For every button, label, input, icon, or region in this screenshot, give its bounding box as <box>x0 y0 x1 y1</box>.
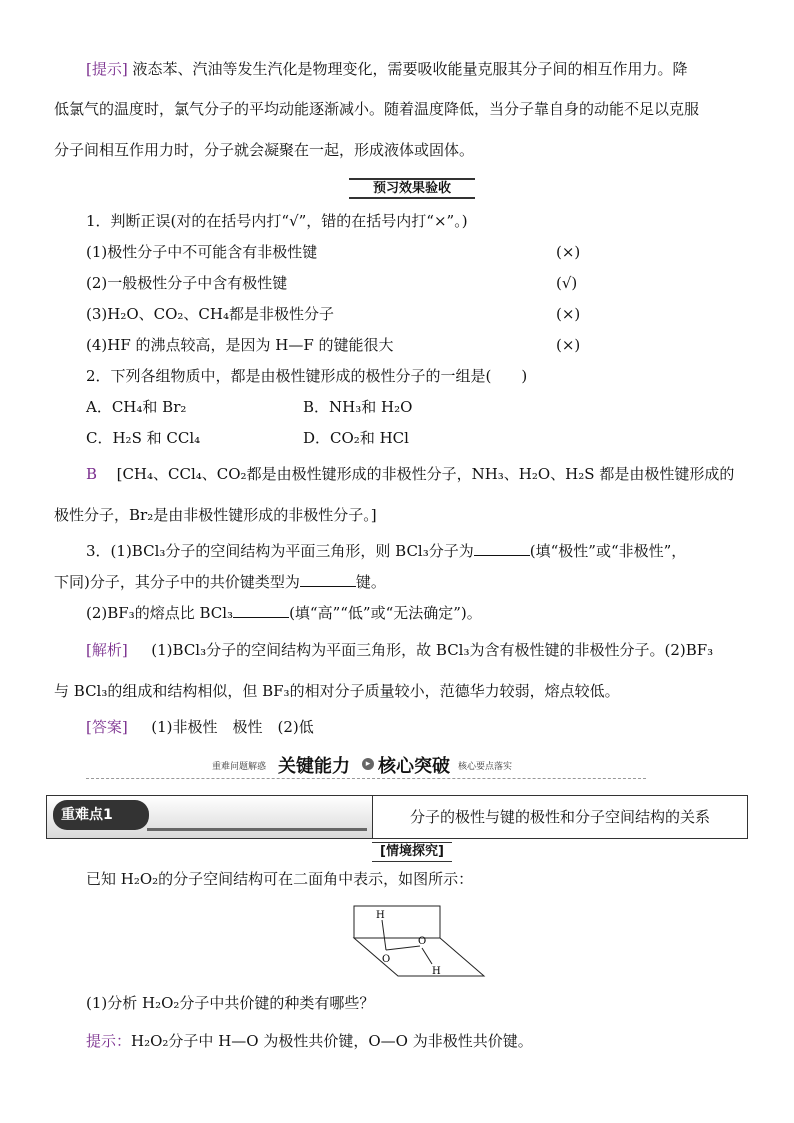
intro-line-3: 分子间相互作用力时，分子就会凝聚在一起，形成液体或固体。 <box>54 141 475 159</box>
key-point-title: 分子的极性与键的极性和分子空间结构的关系 <box>409 808 710 826</box>
q3-blank-3[interactable] <box>233 603 289 618</box>
section-banner <box>86 750 646 779</box>
analysis-tag: [解析] <box>86 641 128 659</box>
banner-title-b: 核心突破 <box>378 756 450 777</box>
q3-l1b: (填“极性”或“非极性”， <box>529 542 687 560</box>
hint-text: H₂O₂分子中 H—O 为极性共价键，O—O 为非极性共价键。 <box>131 1032 533 1050</box>
q3-analysis-text-1: (1)BCl₃分子的空间结构为平面三角形，故 BCl₃为含有极性键的非极性分子。(2)BF₃ <box>151 641 714 659</box>
banner-arrow-icon: ▸ <box>362 758 374 770</box>
situation-text: 已知 H₂O₂的分子空间结构可在二面角中表示，如图所示： <box>86 870 474 888</box>
banner-title-a: 关键能力 <box>278 756 350 777</box>
q2-option-a: A．CH₄和 Br₂ <box>86 398 187 416</box>
q2-stem: 2．下列各组物质中，都是由极性键形成的极性分子的一组是( ) <box>86 367 528 385</box>
q1-item-3: (3)H₂O、CO₂、CH₄都是非极性分子 <box>86 305 334 323</box>
h-o-bond-1 <box>382 920 386 950</box>
q2-explanation-2: 极性分子，Br₂是由非极性键形成的非极性分子。] <box>54 506 377 524</box>
answer-tag: [答案] <box>86 718 128 736</box>
q3-answer-line <box>86 716 314 738</box>
q1-stem: 1．判断正误(对的在括号内打“√”，错的在括号内打“×”。) <box>86 212 468 230</box>
intro-line-1 <box>86 58 688 80</box>
q2-explanation-1 <box>86 463 734 485</box>
q3-analysis-1 <box>86 639 713 661</box>
key-point-label: 重难点1 <box>61 807 113 823</box>
q2-option-c: C．H₂S 和 CCl₄ <box>86 429 201 447</box>
q3-l3a: (2)BF₃的熔点比 BCl₃ <box>86 604 234 622</box>
q1-mark-4: (×) <box>556 336 581 354</box>
q3-analysis-2: 与 BCl₃的组成和结构相似，但 BF₃的相对分子质量较小，范德华力较弱，熔点较低。 <box>54 682 620 700</box>
hint-label: 提示： <box>86 1032 132 1050</box>
q2-option-b: B．NH₃和 H₂O <box>303 398 413 416</box>
q2-answer: B <box>86 465 98 483</box>
q3-line-2 <box>54 571 386 593</box>
q3-line-3 <box>86 602 482 624</box>
hint-tag: [提示] <box>86 60 128 78</box>
key-point-label-cell <box>47 796 373 838</box>
q1-mark-3: (×) <box>556 305 581 323</box>
q1-item-2: (2)一般极性分子中含有极性键 <box>86 274 288 292</box>
o-o-bond <box>386 946 420 950</box>
q3-answer-text: (1)非极性 极性 (2)低 <box>151 718 314 736</box>
q3-blank-1[interactable] <box>474 541 530 556</box>
upper-plane <box>354 906 440 938</box>
key-point-box <box>46 795 748 839</box>
q2-exp-text-1: [CH₄、CCl₄、CO₂都是由极性键形成的非极性分子，NH₃、H₂O、H₂S 都是由极性键形成的 <box>116 465 735 483</box>
q3-l1a: 3．(1)BCl₃分子的空间结构为平面三角形，则 BCl₃分子为 <box>86 542 474 560</box>
diagram-label-o2: O <box>418 936 427 947</box>
diagram-label-o1: O <box>382 954 391 965</box>
q3-l2a: 下同)分子，其分子中的共价键类型为 <box>54 573 300 591</box>
banner-right-small: 核心要点落实 <box>458 762 513 772</box>
question-1: (1)分析 H₂O₂分子中共价键的种类有哪些？ <box>86 994 375 1012</box>
q3-l2b: 键。 <box>355 573 386 591</box>
situation-header: [情境探究] <box>372 842 452 862</box>
diagram-label-h2: H <box>432 966 441 977</box>
q1-mark-1: (×) <box>556 243 581 261</box>
q1-mark-2: (√) <box>556 274 578 292</box>
intro-text-1: 液态苯、汽油等发生汽化是物理变化，需要吸收能量克服其分子间的相互作用力。降 <box>132 60 688 78</box>
diagram-label-h1: H <box>376 910 385 921</box>
intro-line-2: 低氯气的温度时，氯气分子的平均动能逐渐减小。随着温度降低，当分子靠自身的动能不足以克服 <box>54 100 700 118</box>
section-header: 预习效果验收 <box>349 178 475 199</box>
q1-item-4: (4)HF 的沸点较高，是因为 H—F 的键能很大 <box>86 336 394 354</box>
q2-option-d: D．CO₂和 HCl <box>303 429 409 447</box>
q1-item-1: (1)极性分子中不可能含有非极性键 <box>86 243 318 261</box>
key-point-bar <box>147 828 367 831</box>
q3-line-1 <box>86 540 686 562</box>
hint-line <box>86 1030 533 1052</box>
o-h-bond-2 <box>422 948 432 964</box>
q3-blank-2[interactable] <box>300 572 356 587</box>
h2o2-dihedral-diagram <box>340 898 490 980</box>
q3-l3b: (填“高”“低”或“无法确定”)。 <box>289 604 482 622</box>
banner-left-small: 重难问题解惑 <box>212 762 267 772</box>
